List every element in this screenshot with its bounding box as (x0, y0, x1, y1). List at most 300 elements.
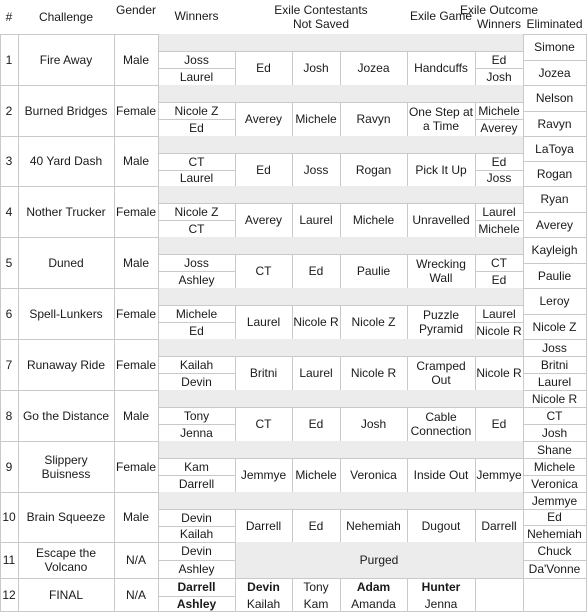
grid-line (158, 492, 159, 542)
grid-line (158, 85, 159, 136)
exile-game-line: One Step at (408, 105, 474, 119)
challenge-name-line: Volcano (44, 560, 88, 574)
outcome-winner (475, 254, 523, 271)
winner-line: Ashley (178, 562, 215, 576)
exile-contestant-line: Laurel (299, 213, 333, 227)
exile-band (158, 339, 523, 356)
row-number-line: 8 (5, 408, 13, 423)
row-number-line: 5 (5, 255, 13, 270)
eliminated-name-line: Laurel (537, 374, 572, 389)
grid-line (340, 356, 341, 390)
finalist-bottom-line: Jenna (424, 597, 458, 611)
grid-line (292, 509, 293, 542)
grid-line (114, 34, 115, 85)
grid-line (235, 254, 236, 288)
exile-band (158, 288, 523, 305)
eliminated-name-line: Veronica (531, 476, 578, 491)
exile-contestant-line: Nehemiah (346, 518, 401, 533)
grid-line (340, 254, 341, 288)
row-number (0, 339, 18, 390)
grid-line (523, 288, 524, 339)
grid-line (18, 492, 19, 542)
grid-line (18, 441, 19, 492)
grid-line (235, 542, 236, 578)
exile-contestant (235, 458, 292, 492)
gender-line: N/A (125, 553, 146, 567)
row-number-line: 2 (5, 103, 13, 118)
grid-line (475, 119, 523, 120)
eliminated-name (523, 34, 586, 60)
eliminated-name (523, 237, 586, 263)
row-number-line: 1 (5, 52, 13, 67)
exile-game (407, 407, 475, 441)
finalist-bottom (235, 596, 292, 612)
grid-line (292, 458, 293, 492)
grid-line (0, 578, 1, 612)
row-number (0, 85, 18, 136)
winner (158, 322, 235, 339)
exile-game (407, 356, 475, 390)
winner (158, 475, 235, 492)
grid-line (292, 102, 293, 136)
finalist-top (158, 578, 235, 596)
grid-line (114, 441, 115, 492)
grid-line (18, 390, 19, 441)
grid-line (407, 356, 408, 390)
outcome-winner (475, 170, 523, 186)
exile-contestant-line: Rogan (355, 162, 392, 177)
challenge-name (18, 237, 114, 288)
grid-line (0, 237, 1, 288)
grid-line (158, 136, 159, 186)
challenge-name (18, 441, 114, 492)
winner-line: Tony (183, 408, 210, 423)
header-challenge-line: Challenge (38, 10, 94, 24)
eliminated-name (523, 111, 586, 136)
row-number (0, 390, 18, 441)
winner (158, 203, 235, 220)
outcome-winner (475, 68, 523, 85)
exile-contestant (292, 203, 340, 237)
grid-line (114, 492, 115, 542)
grid-line (407, 51, 408, 85)
grid-line (523, 542, 524, 578)
outcome-winner-line: Ed (491, 417, 507, 431)
exile-game (407, 305, 475, 339)
eliminated-name (523, 186, 586, 212)
eliminated-name (523, 475, 586, 492)
finalist-top (340, 578, 407, 596)
grid-line (475, 458, 476, 492)
grid-line (523, 237, 524, 288)
outcome-winner (475, 220, 523, 237)
grid-line (18, 542, 19, 578)
winner (158, 220, 235, 237)
winner (158, 119, 235, 136)
grid-line (292, 407, 293, 441)
winner (158, 68, 235, 85)
finalist-top (292, 578, 340, 596)
grid-line (523, 578, 524, 612)
outcome-winner-line: Joss (486, 171, 512, 185)
winner (158, 356, 235, 373)
exile-contestant (292, 407, 340, 441)
grid-line (158, 560, 235, 561)
row-number-line: 4 (5, 204, 13, 219)
eliminated-name-line: Ed (547, 510, 562, 524)
winner-line: Laurel (179, 69, 214, 84)
grid-line (18, 85, 19, 136)
grid-line (114, 85, 115, 136)
grid-line (340, 578, 341, 612)
grid-line (407, 509, 408, 542)
finalist-bottom (407, 596, 475, 612)
challenge-name (18, 136, 114, 186)
grid-line (340, 407, 341, 441)
grid-line (114, 542, 115, 578)
grid-line (475, 102, 476, 136)
grid-line (235, 203, 236, 237)
grid-line (18, 136, 19, 186)
eliminated-name-line: Rogan (536, 166, 573, 181)
header-exile-contestants-line: Not Saved (292, 17, 350, 31)
eliminated-name-line: Nelson (535, 91, 574, 105)
outcome-winner (475, 458, 523, 492)
row-number-line: 7 (5, 357, 13, 372)
grid-line (340, 203, 341, 237)
grid-line (292, 578, 293, 612)
exile-contestant (235, 102, 292, 136)
header-gender (114, 0, 158, 34)
gender-line: Female (115, 103, 156, 118)
exile-contestant (235, 254, 292, 288)
grid-line (475, 305, 476, 339)
winner (158, 424, 235, 441)
grid-line (235, 153, 236, 186)
row-number (0, 441, 18, 492)
header-exile-outcome (459, 0, 539, 34)
winner (158, 153, 235, 170)
header-exile-outcome-line: Winners (476, 17, 521, 31)
challenge-name-line: Duned (48, 255, 84, 270)
eliminated-name (523, 509, 586, 525)
grid-line (523, 492, 524, 542)
finalist-bottom (158, 596, 235, 612)
gender-line: Male (122, 52, 149, 67)
finalist-top-line: Adam (356, 580, 391, 594)
outcome-winner-line: Ed (491, 272, 507, 287)
grid-line (158, 542, 159, 578)
winner-line: Joss (184, 255, 209, 270)
eliminated-name-line: Britni (540, 357, 569, 372)
exile-contestant (340, 509, 407, 542)
exile-contestant-line: Nicole R (293, 315, 339, 329)
challenge-name (18, 85, 114, 136)
challenge-name-line: 40 Yard Dash (29, 154, 103, 168)
exile-game-line: a Time (422, 119, 459, 133)
grid-line (235, 578, 236, 612)
finalist-top-line: Darrell (177, 580, 216, 594)
eliminated-name-line: Josh (541, 425, 568, 440)
grid-line (235, 356, 236, 390)
exile-contestant (235, 356, 292, 390)
exile-contestant-line: Nicole Z (351, 315, 396, 329)
gender (114, 237, 158, 288)
eliminated-name (523, 424, 586, 441)
grid-line (158, 441, 159, 492)
gender (114, 441, 158, 492)
grid-line (18, 34, 19, 85)
finalist-bottom-line: Kailah (246, 597, 281, 611)
grid-line (523, 339, 524, 390)
grid-line (0, 390, 1, 441)
gender-line: Male (122, 255, 149, 270)
winner-line: Laurel (179, 171, 214, 185)
winner-line: Devin (181, 374, 212, 389)
finalist-top-line: Devin (247, 580, 280, 594)
winner-line: Devin (181, 544, 212, 558)
grid-line (292, 51, 293, 85)
winner-line: Devin (181, 510, 212, 525)
outcome-winner-line: Michele (478, 103, 520, 118)
outcome-winner-line: Averey (480, 120, 518, 135)
exile-game-line: Cable (425, 410, 457, 424)
eliminated-name-line: Chuck (537, 544, 572, 558)
row-number (0, 542, 18, 578)
eliminated-name-line: Averey (535, 217, 574, 232)
exile-contestant (292, 305, 340, 339)
grid-line (158, 373, 235, 374)
exile-game-line: Handcuffs (414, 61, 468, 75)
outcome-winner-line: Nicole R (476, 323, 522, 338)
challenge-name-line: Buisness (41, 466, 91, 481)
grid-line (0, 339, 1, 390)
winner (158, 458, 235, 475)
finalist-top-line: Tony (303, 580, 329, 594)
exile-band (158, 237, 523, 254)
challenge-name-line: Spell-Lunkers (29, 306, 103, 321)
eliminated-name-line: Shane (537, 442, 572, 457)
purged-block-line: Purged (359, 553, 399, 567)
winner (158, 526, 235, 542)
winner-line: Ashley (178, 272, 215, 287)
challenge-name-line: Go the Distance (22, 408, 110, 423)
grid-line (0, 542, 1, 578)
grid-line (340, 458, 341, 492)
exile-contestant (235, 305, 292, 339)
exile-contestant-line: Darrell (245, 518, 282, 533)
grid-line (523, 560, 586, 561)
gender (114, 339, 158, 390)
grid-line (407, 153, 408, 186)
gender (114, 186, 158, 237)
exile-band (158, 441, 523, 458)
exile-contestant-line: Michele (352, 213, 395, 227)
winner (158, 509, 235, 526)
row-number (0, 237, 18, 288)
grid-line (0, 441, 1, 492)
exile-game (407, 102, 475, 136)
grid-line (18, 339, 19, 390)
outcome-winner (475, 271, 523, 288)
exile-game-line: Puzzle (422, 308, 460, 322)
gender (114, 578, 158, 612)
eliminated-name (523, 339, 586, 356)
grid-line (475, 322, 523, 323)
exile-band (158, 186, 523, 203)
finalist-top (235, 578, 292, 596)
eliminated-name (523, 458, 586, 475)
eliminated-name-line: Nicole Z (532, 319, 577, 334)
outcome-winner-line: Darrell (481, 518, 517, 533)
grid-line (523, 136, 524, 186)
eliminated-name (523, 525, 586, 542)
exile-contestant (292, 356, 340, 390)
exile-contestant-line: Ravyn (356, 112, 391, 126)
header-exile-game-line: Exile Game (409, 9, 473, 23)
outcome-winner (475, 153, 523, 170)
challenge-name-line: Fire Away (39, 52, 93, 67)
row-number-line: 3 (5, 154, 13, 168)
grid-line (158, 288, 159, 339)
grid-line (158, 237, 159, 288)
outcome-winner-line: Laurel (482, 306, 516, 321)
grid-line (158, 578, 159, 612)
grid-line (114, 288, 115, 339)
grid-line (235, 102, 236, 136)
winner (158, 51, 235, 68)
gender (114, 542, 158, 578)
exile-contestant (292, 458, 340, 492)
row-number-line: 12 (2, 588, 16, 602)
finalist-top (407, 578, 475, 596)
eliminated-name-line: Paulie (537, 268, 572, 283)
grid-line (18, 578, 19, 612)
winner-line: CT (188, 221, 205, 236)
eliminated-name-line: Jozea (538, 65, 571, 80)
exile-contestant-line: Jemmye (240, 468, 287, 482)
exile-contestant-line: Josh (303, 61, 329, 75)
exile-contestant (235, 407, 292, 441)
eliminated-name (523, 161, 586, 186)
gender-line: Female (115, 357, 156, 372)
grid-line (158, 34, 159, 85)
grid-line (158, 170, 235, 171)
eliminated-name (523, 390, 586, 407)
eliminated-name (523, 373, 586, 390)
grid-line (475, 254, 476, 288)
finalist-bottom (340, 596, 407, 612)
grid-line (114, 390, 115, 441)
exile-contestant (340, 51, 407, 85)
exile-game (407, 458, 475, 492)
grid-line (523, 34, 524, 85)
exile-game-line: Pyramid (418, 322, 463, 336)
grid-line (523, 85, 524, 136)
exile-contestant-line: Ed (308, 264, 324, 278)
exile-contestant (292, 51, 340, 85)
grid-line (292, 356, 293, 390)
gender-line: Male (122, 510, 149, 524)
winner (158, 102, 235, 119)
winner (158, 170, 235, 186)
eliminated-name-line: Michele (533, 459, 576, 474)
row-number (0, 186, 18, 237)
winner (158, 407, 235, 424)
grid-line (158, 322, 235, 323)
winner-line: Nicole Z (174, 103, 219, 118)
outcome-winner-line: Ed (491, 154, 507, 169)
grid-line (475, 203, 476, 237)
grid-line (0, 288, 1, 339)
exile-game-line: Cramped (416, 359, 466, 373)
exile-contestant-line: Jozea (357, 61, 390, 75)
outcome-winner-line: Nicole R (476, 366, 522, 380)
outcome-winner-line: Ed (491, 52, 507, 67)
gender-line: Female (115, 204, 156, 219)
grid-line (114, 186, 115, 237)
row-number (0, 136, 18, 186)
eliminated-name (523, 212, 586, 237)
exile-band (158, 85, 523, 102)
grid-line (18, 288, 19, 339)
grid-line (158, 339, 159, 390)
exile-contestant (292, 509, 340, 542)
row-number (0, 492, 18, 542)
exile-contestant (292, 153, 340, 186)
challenge-name (18, 492, 114, 542)
grid-line (292, 254, 293, 288)
finalist-bottom-line: Kam (303, 597, 329, 611)
exile-game-line: Wrecking (416, 257, 466, 271)
exile-contestant (235, 509, 292, 542)
exile-contestant-line: CT (255, 264, 272, 278)
exile-game (407, 51, 475, 85)
gender-line: Male (122, 408, 149, 423)
row-number-line: 10 (2, 510, 16, 524)
eliminated-name-line: Simone (534, 40, 575, 54)
challenge-name-line: Burned Bridges (24, 103, 108, 118)
exile-contestant-line: CT (255, 417, 272, 431)
exile-game-line: Dugout (421, 518, 461, 533)
exile-contestant-line: Josh (360, 417, 387, 431)
exile-game-line: Out (431, 373, 451, 387)
exile-contestant (340, 254, 407, 288)
grid-line (158, 596, 235, 597)
eliminated-name (523, 314, 586, 339)
winner-line: CT (188, 154, 205, 169)
exile-contestant-line: Ed (256, 162, 271, 177)
winner (158, 373, 235, 390)
exile-contestant-line: Averey (244, 213, 283, 227)
exile-contestant (235, 153, 292, 186)
exile-contestant (340, 102, 407, 136)
exile-game-line: Unravelled (412, 213, 470, 227)
outcome-winner (475, 509, 523, 542)
grid-line (475, 356, 476, 390)
grid-line (407, 458, 408, 492)
outcome-winner-line: Michele (478, 221, 520, 236)
eliminated-name (523, 60, 586, 85)
exile-contestant-line: Joss (303, 162, 329, 177)
outcome-winner (475, 407, 523, 441)
gender (114, 390, 158, 441)
grid-line (158, 220, 235, 221)
eliminated-name-line: Jemmye (531, 493, 578, 508)
grid-line (475, 153, 476, 186)
outcome-winner (475, 203, 523, 220)
grid-line (235, 509, 236, 542)
